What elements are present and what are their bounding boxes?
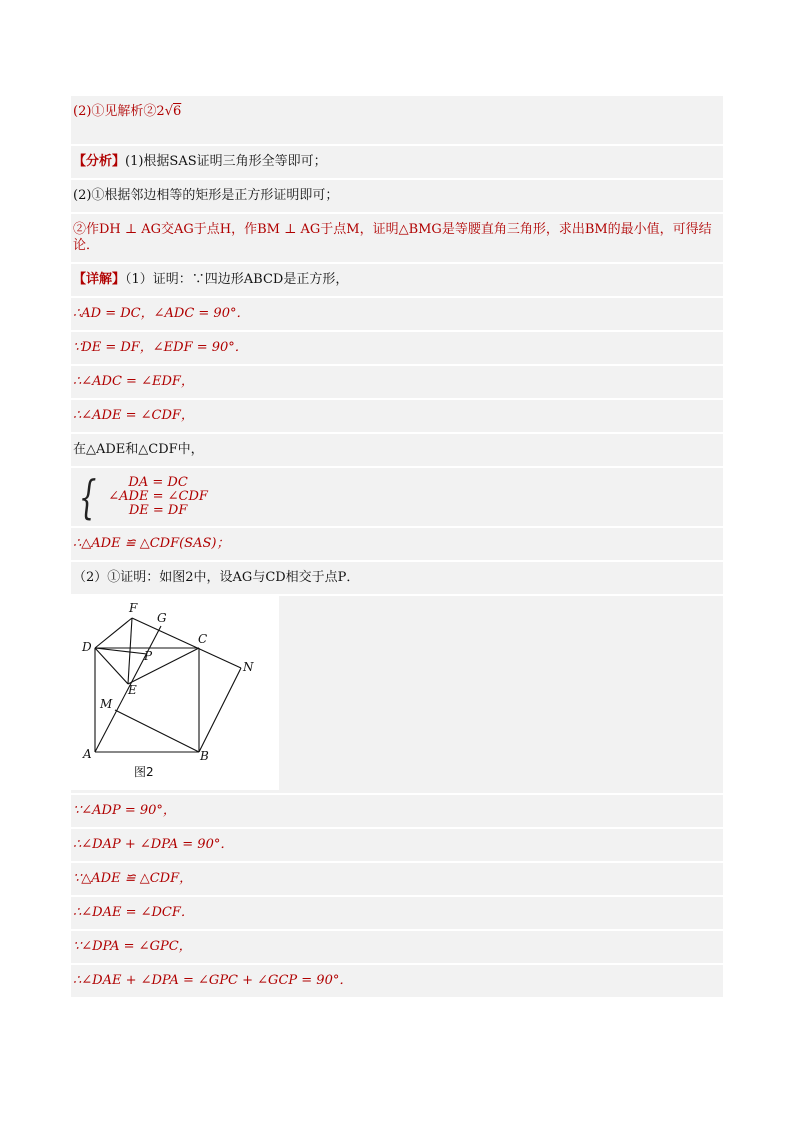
answer-text: (2)①见解析②2 xyxy=(73,104,165,119)
detail-row-3 xyxy=(71,332,723,364)
label-g: G xyxy=(157,611,167,625)
label-c: C xyxy=(198,632,208,646)
solution-page xyxy=(71,96,723,999)
proof-row-6 xyxy=(71,965,723,997)
segment-mb xyxy=(115,710,199,752)
detail-line-6: 在△ADE和△CDF中， xyxy=(73,442,204,457)
detail-row-8 xyxy=(71,562,723,594)
equation-system xyxy=(73,470,723,524)
analysis-row-2 xyxy=(71,180,723,212)
analysis-part2: (2)①根据邻边相等的矩形是正方形证明即可； xyxy=(73,188,339,203)
proof-line-2: ∴∠DAP + ∠DPA = 90°． xyxy=(73,837,234,852)
detail-line-2: ∴AD = DC，∠ADC = 90°． xyxy=(73,306,250,321)
label-d: D xyxy=(82,640,92,654)
label-e: E xyxy=(128,683,137,697)
proof-line-1: ∵∠ADP = 90°， xyxy=(73,803,176,818)
detail-row-5 xyxy=(71,400,723,432)
answer-row xyxy=(71,96,723,144)
detail-row-1 xyxy=(71,264,723,296)
sqrt-radicand: 6 xyxy=(172,104,182,119)
detail-line-3: ∵DE = DF，∠EDF = 90°． xyxy=(73,340,248,355)
detail-tag: 【详解】 xyxy=(73,272,126,287)
sqrt-symbol: √ xyxy=(164,104,173,119)
proof-line-5: ∵∠DPA = ∠GPC， xyxy=(73,939,192,954)
proof-line-4: ∴∠DAE = ∠DCF． xyxy=(73,905,194,920)
analysis-tag: 【分析】 xyxy=(73,154,126,169)
label-n: N xyxy=(243,660,254,674)
analysis-part3b: 论． xyxy=(73,238,100,253)
detail-line-5: ∴∠ADE = ∠CDF， xyxy=(73,408,194,423)
segment-dp xyxy=(95,648,147,654)
geometry-figure xyxy=(71,596,279,790)
detail-row-6 xyxy=(71,434,723,466)
detail-line-7: ∴△ADE ≌ △CDF(SAS)； xyxy=(73,536,230,551)
detail-line-4: ∴∠ADC = ∠EDF， xyxy=(73,374,194,389)
system-line-2: ∠ADE = ∠CDF xyxy=(108,489,208,504)
detail-row-4 xyxy=(71,366,723,398)
proof-row-3 xyxy=(71,863,723,895)
label-m: M xyxy=(100,697,113,711)
detail-line-8: （2）①证明：如图2中，设AG与CD相交于点P． xyxy=(73,570,360,585)
proof-line-6: ∴∠DAE + ∠DPA = ∠GPC + ∠GCP = 90°． xyxy=(73,973,353,988)
proof-line-3: ∵△ADE ≌ △CDF， xyxy=(73,871,193,886)
proof-row-1 xyxy=(71,795,723,827)
label-p: P xyxy=(144,649,153,663)
brace-symbol: { xyxy=(78,470,97,524)
detail-line-1: （1）证明：∵四边形ABCD是正方形， xyxy=(125,272,349,287)
segment-de xyxy=(95,648,128,684)
analysis-row-3 xyxy=(71,214,723,262)
label-a: A xyxy=(83,747,92,761)
analysis-part1: (1)根据SAS证明三角形全等即可； xyxy=(125,154,327,169)
geometry-figure-row xyxy=(71,596,723,793)
segment-nb xyxy=(199,668,241,752)
detail-row-2 xyxy=(71,298,723,330)
detail-row-7 xyxy=(71,528,723,560)
label-f: F xyxy=(129,601,138,615)
analysis-row-1 xyxy=(71,146,723,178)
system-line-1: DA = DC xyxy=(128,475,188,490)
proof-row-5 xyxy=(71,931,723,963)
system-line-3: DE = DF xyxy=(128,503,188,518)
proof-row-4 xyxy=(71,897,723,929)
analysis-part3: ②作DH ⊥ AG交AG于点H，作BM ⊥ AG于点M，证明△BMG是等腰直角三角形，求出BM的最小值，可得结 xyxy=(73,222,712,237)
proof-row-2 xyxy=(71,829,723,861)
label-b: B xyxy=(200,749,209,763)
segment-df xyxy=(95,618,132,648)
equation-system-row xyxy=(71,468,723,526)
figure-caption: 图2 xyxy=(134,765,154,779)
segment-fe xyxy=(128,618,132,684)
